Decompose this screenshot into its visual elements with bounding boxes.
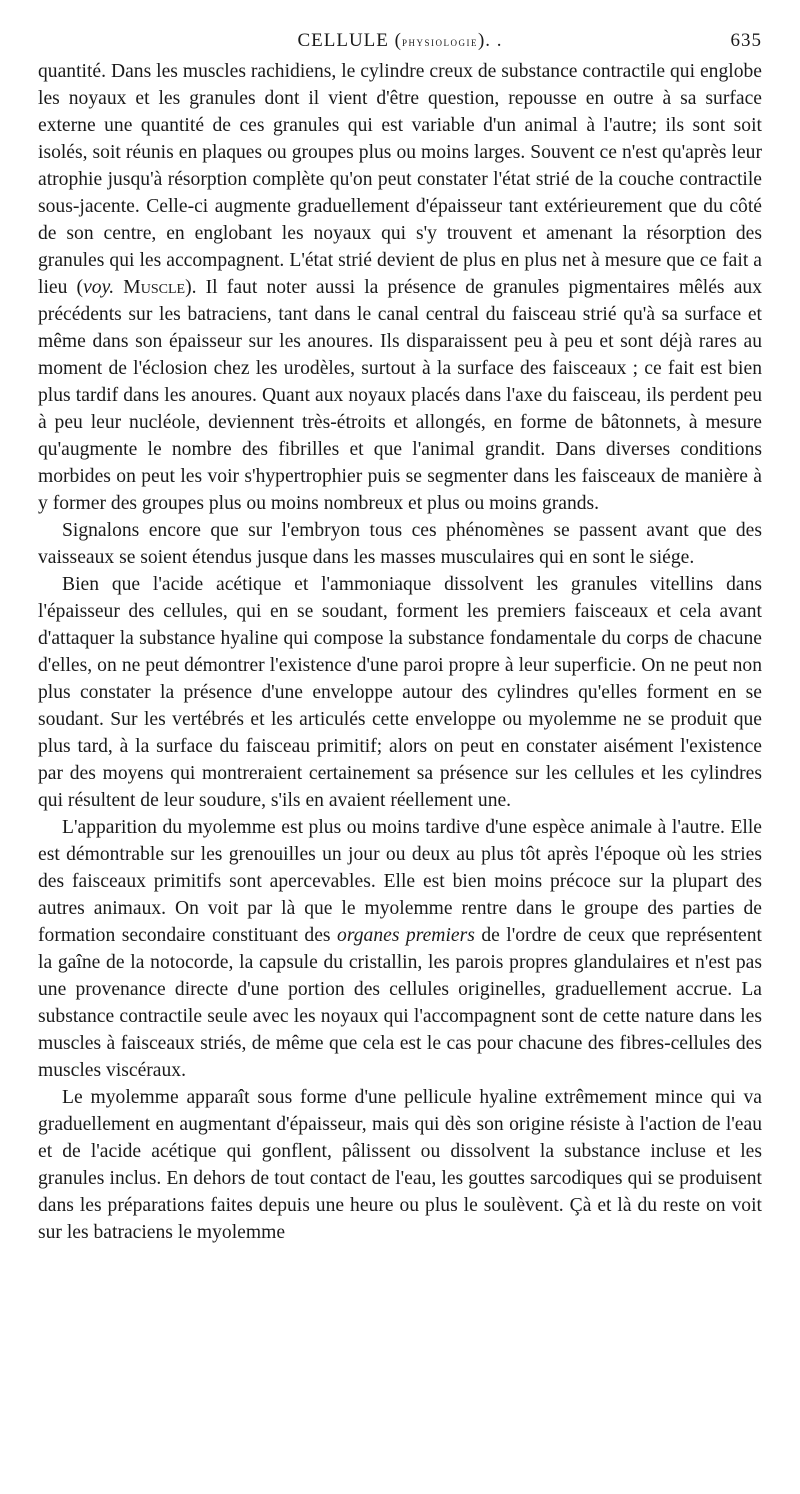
body-text bbox=[38, 58, 762, 1246]
text-run: Le myolemme apparaît sous forme d'une pellicule hyaline extrêmement mince qui va graduellement en augmentant d'épaisseur, mais qui dès son origine résiste à l'action de l'eau et de l'acide acétique qui gonflent, pâlissent ou dissolvent la substance incluse et les granules inclus. En dehors de tout contact de l'eau, les gouttes sarcodiques qui se produisent dans les préparations faites depuis une heure ou plus le soulèvent. Çà et là du reste on voit sur les batraciens le myolemme bbox=[38, 1087, 762, 1243]
page-number: 635 bbox=[730, 30, 762, 51]
text-run bbox=[114, 277, 123, 298]
text-run: Bien que l'acide acétique et l'ammoniaque dissolvent les granules vitellins dans l'épaisseur des cellules, qui en se soudant, forment les premiers faisceaux et cela avant d'attaquer la substance hyaline qui compose la substance fondamentale du corps de chacune d'elles, on ne peut démontrer l'existence d'une paroi propre à leur superficie. On ne peut non plus constater la présence d'une enveloppe autour des cylindres qu'elles forment en se soudant. Sur les vertébrés et les articulés cette enveloppe ou myolemme ne se produit que plus tard, à la surface du faisceau primitif; alors on peut en constater aisément l'existence par des moyens qui montreraient certainement sa présence sur les cellules et les cylindres qui résultent de leur soudure, s'ils en avaient réellement une. bbox=[38, 574, 762, 811]
italic-text: voy. bbox=[83, 277, 115, 298]
running-title bbox=[38, 30, 762, 52]
text-run: quantité. Dans les muscles rachidiens, le cylindre creux de substance contractile qui englobe les noyaux et les granules dont il vient d'être question, repousse en outre à sa surface externe une quantité de ces granules qui est variable d'un animal à l'autre; ils sont soit isolés, soit réunis en plaques ou groupes plus ou moins larges. Souvent ce n'est qu'après leur atrophie jusqu'à résorption complète qu'on peut constater l'état strié de la couche contractile sous-jacente. Celle-ci augmente graduellement d'épaisseur tant extérieurement que du côté de son centre, en englobant les noyaux qui s'y trouvent et amenant la résorption des granules qui les accompagnent. L'état strié devient de plus en plus net à mesure que ce fait a lieu ( bbox=[38, 61, 762, 298]
running-title-end: ). . bbox=[477, 30, 503, 51]
paragraph bbox=[38, 814, 762, 1084]
paragraph bbox=[38, 517, 762, 571]
paragraph bbox=[38, 58, 762, 517]
running-title-sub: physiologie bbox=[401, 34, 478, 49]
small-caps-text: Muscle bbox=[123, 277, 186, 298]
paragraph bbox=[38, 571, 762, 814]
text-run: ). Il faut noter aussi la présence de granules pigmentaires mêlés aux précédents sur les batraciens, tant dans le canal central du faisceau strié qu'à sa surface et même dans son épaisseur sur les anoures. Ils disparaissent peu à peu et sont déjà rares au moment de l'éclosion chez les urodèles, surtout à la surface des faisceaux ; ce fait est bien plus tardif dans les anoures. Quant aux noyaux placés dans l'axe du faisceau, ils perdent peu à peu leur nucléole, deviennent très-étroits et allongés, en forme de bâtonnets, à mesure qu'augmente le nombre des fibrilles et que l'animal grandit. Dans diverses conditions morbides on peut les voir s'hypertrophier puis se segmenter dans les faisceaux de manière à y former des groupes plus ou moins nombreux et plus ou moins grands. bbox=[38, 277, 763, 514]
text-run: de l'ordre de ceux que représentent la gaîne de la notocorde, la capsule du cristallin, les parois propres glandulaires et n'est pas une provenance directe d'une portion des cellules originelles, graduellement accrue. La substance contractile seule avec les noyaux qui l'accompagnent sont de cette nature dans les muscles à faisceaux striés, de même que cela est le cas pour chacune des fibres-cellules des muscles viscéraux. bbox=[38, 925, 762, 1081]
paragraph bbox=[38, 1084, 762, 1246]
text-run: L'apparition du myolemme est plus ou moins tardive d'une espèce animale à l'autre. Elle est démontrable sur les grenouilles un jour ou deux au plus tôt après l'époque où les stries des faisceaux primitifs sont apercevables. Elle est bien moins précoce sur la plupart des autres animaux. On voit par là que le myolemme rentre dans le groupe des parties de formation secondaire constituant des bbox=[38, 817, 762, 946]
running-header bbox=[38, 26, 762, 58]
running-title-main: CELLULE ( bbox=[297, 30, 402, 51]
text-run: Signalons encore que sur l'embryon tous ces phénomènes se passent avant que des vaisseaux se soient étendus jusque dans les masses musculaires qui en sont le siége. bbox=[38, 520, 762, 568]
italic-text: organes premiers bbox=[337, 925, 475, 946]
